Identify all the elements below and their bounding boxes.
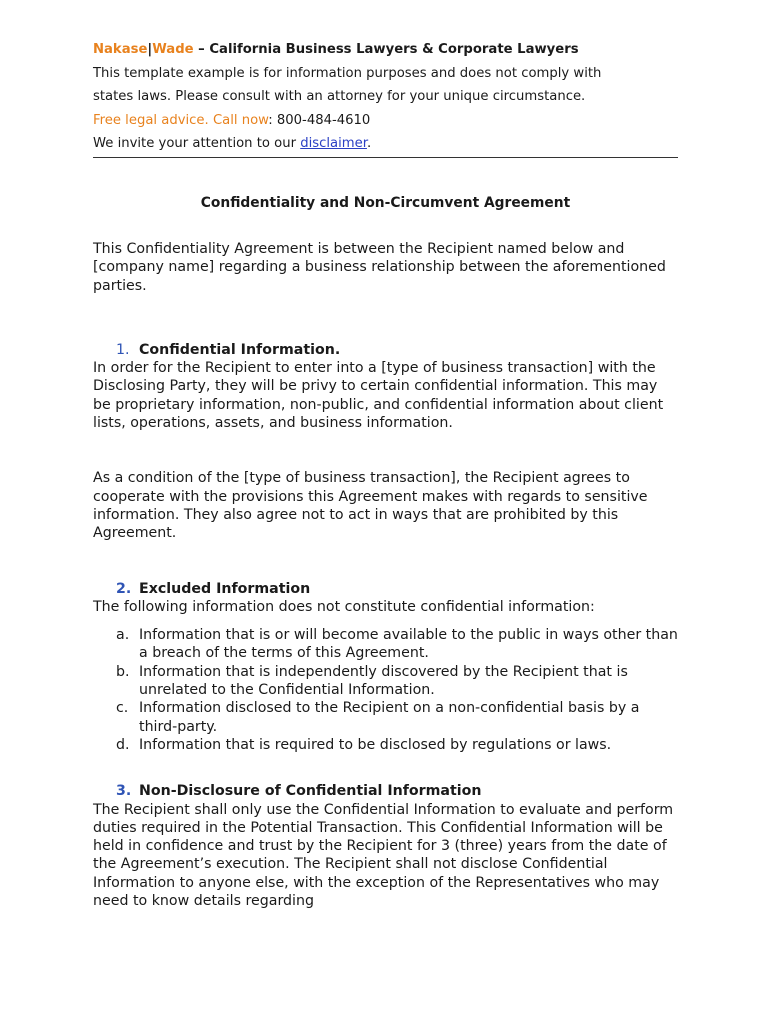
header-divider <box>93 157 678 158</box>
firm-name-wade: Wade <box>152 42 194 57</box>
list-item-text: Information disclosed to the Recipient on a non-confidential basis by a third-party. <box>139 700 640 735</box>
disclaimer-line-2: states laws. Please consult with an attorney for your unique circumstance. <box>93 89 586 105</box>
list-item <box>93 699 678 736</box>
list-item <box>93 663 678 700</box>
section-3-paragraph-1: The Recipient shall only use the Confidential Information to evaluate and perform duties required in the Potential Transaction. This Confidential Information will be held in confidence and trust by the Recipient for 3 (three) years from the date of the Agreement’s execution. The Recipient shall not disclose Confidential Information to anyone else, with the exception of the Representatives who may need to know details regarding <box>93 801 674 909</box>
firm-tagline: – California Business Lawyers & Corporate Lawyers <box>193 42 579 57</box>
section-1-heading <box>93 341 678 359</box>
contact-colon: : <box>268 112 277 128</box>
invite-end: . <box>366 136 372 152</box>
contact-dot: . <box>204 112 213 128</box>
list-item-marker: a. <box>116 627 130 644</box>
list-item-text: Information that is independently discovered by the Recipient that is unrelated to the Confidential Information. <box>139 663 628 699</box>
disclaimer-link[interactable]: disclaimer <box>300 136 367 152</box>
document-page <box>93 38 678 910</box>
section-2-heading <box>93 580 678 598</box>
section-2-title: Excluded Information <box>139 580 311 597</box>
firm-name-nakase: Nakase <box>93 42 148 57</box>
free-legal-advice-link[interactable]: Free legal advice <box>93 112 205 128</box>
section-1-title: Confidential Information. <box>139 341 341 358</box>
list-item-text: Information that is or will become available to the public in ways other than a breach of the terms of this Agreement. <box>139 627 678 662</box>
firm-header <box>93 38 678 62</box>
list-item-marker: d. <box>116 736 130 753</box>
section-2-paragraph-1: The following information does not constitute confidential information: <box>93 598 595 615</box>
disclaimer-line-1: This template example is for information purposes and does not comply with <box>93 65 602 81</box>
section-1-paragraph-2: As a condition of the [type of business transaction], the Recipient agrees to cooperate with the provisions this Agreement makes with regards to sensitive information. They also agree not to act in ways that are prohibited by this Agreement. <box>93 470 648 542</box>
invite-text: We invite your attention to our <box>93 136 301 152</box>
list-item <box>93 626 678 663</box>
phone-number[interactable]: 800-484-4610 <box>276 112 371 128</box>
intro-paragraph: This Confidentiality Agreement is between the Recipient named below and [company name] regarding a business relationship between the aforementioned parties. <box>93 240 666 294</box>
firm-name-separator: | <box>147 42 153 57</box>
excluded-info-list <box>93 626 678 754</box>
list-item-marker: b. <box>116 663 130 680</box>
document-title: Confidentiality and Non-Circumvent Agreement <box>200 194 571 211</box>
section-3-number: 3. <box>116 783 132 800</box>
list-item-text: Information that is required to be disclosed by regulations or laws. <box>139 736 612 753</box>
list-item <box>93 736 678 754</box>
section-3-heading <box>93 782 678 800</box>
invite-line <box>93 132 678 156</box>
section-2-number: 2. <box>116 580 132 597</box>
contact-line <box>93 109 678 133</box>
section-1-paragraph-1: In order for the Recipient to enter into a [type of business transaction] with the Disclosing Party, they will be privy to certain confidential information. This may be proprietary information, non-public, and confidential information about client lists, operations, assets, and business information. <box>93 360 664 432</box>
section-3-title: Non-Disclosure of Confidential Information <box>139 783 482 800</box>
call-now-link[interactable]: Call now <box>212 112 269 128</box>
list-item-marker: c. <box>116 700 129 717</box>
section-1-number: 1. <box>116 341 130 358</box>
